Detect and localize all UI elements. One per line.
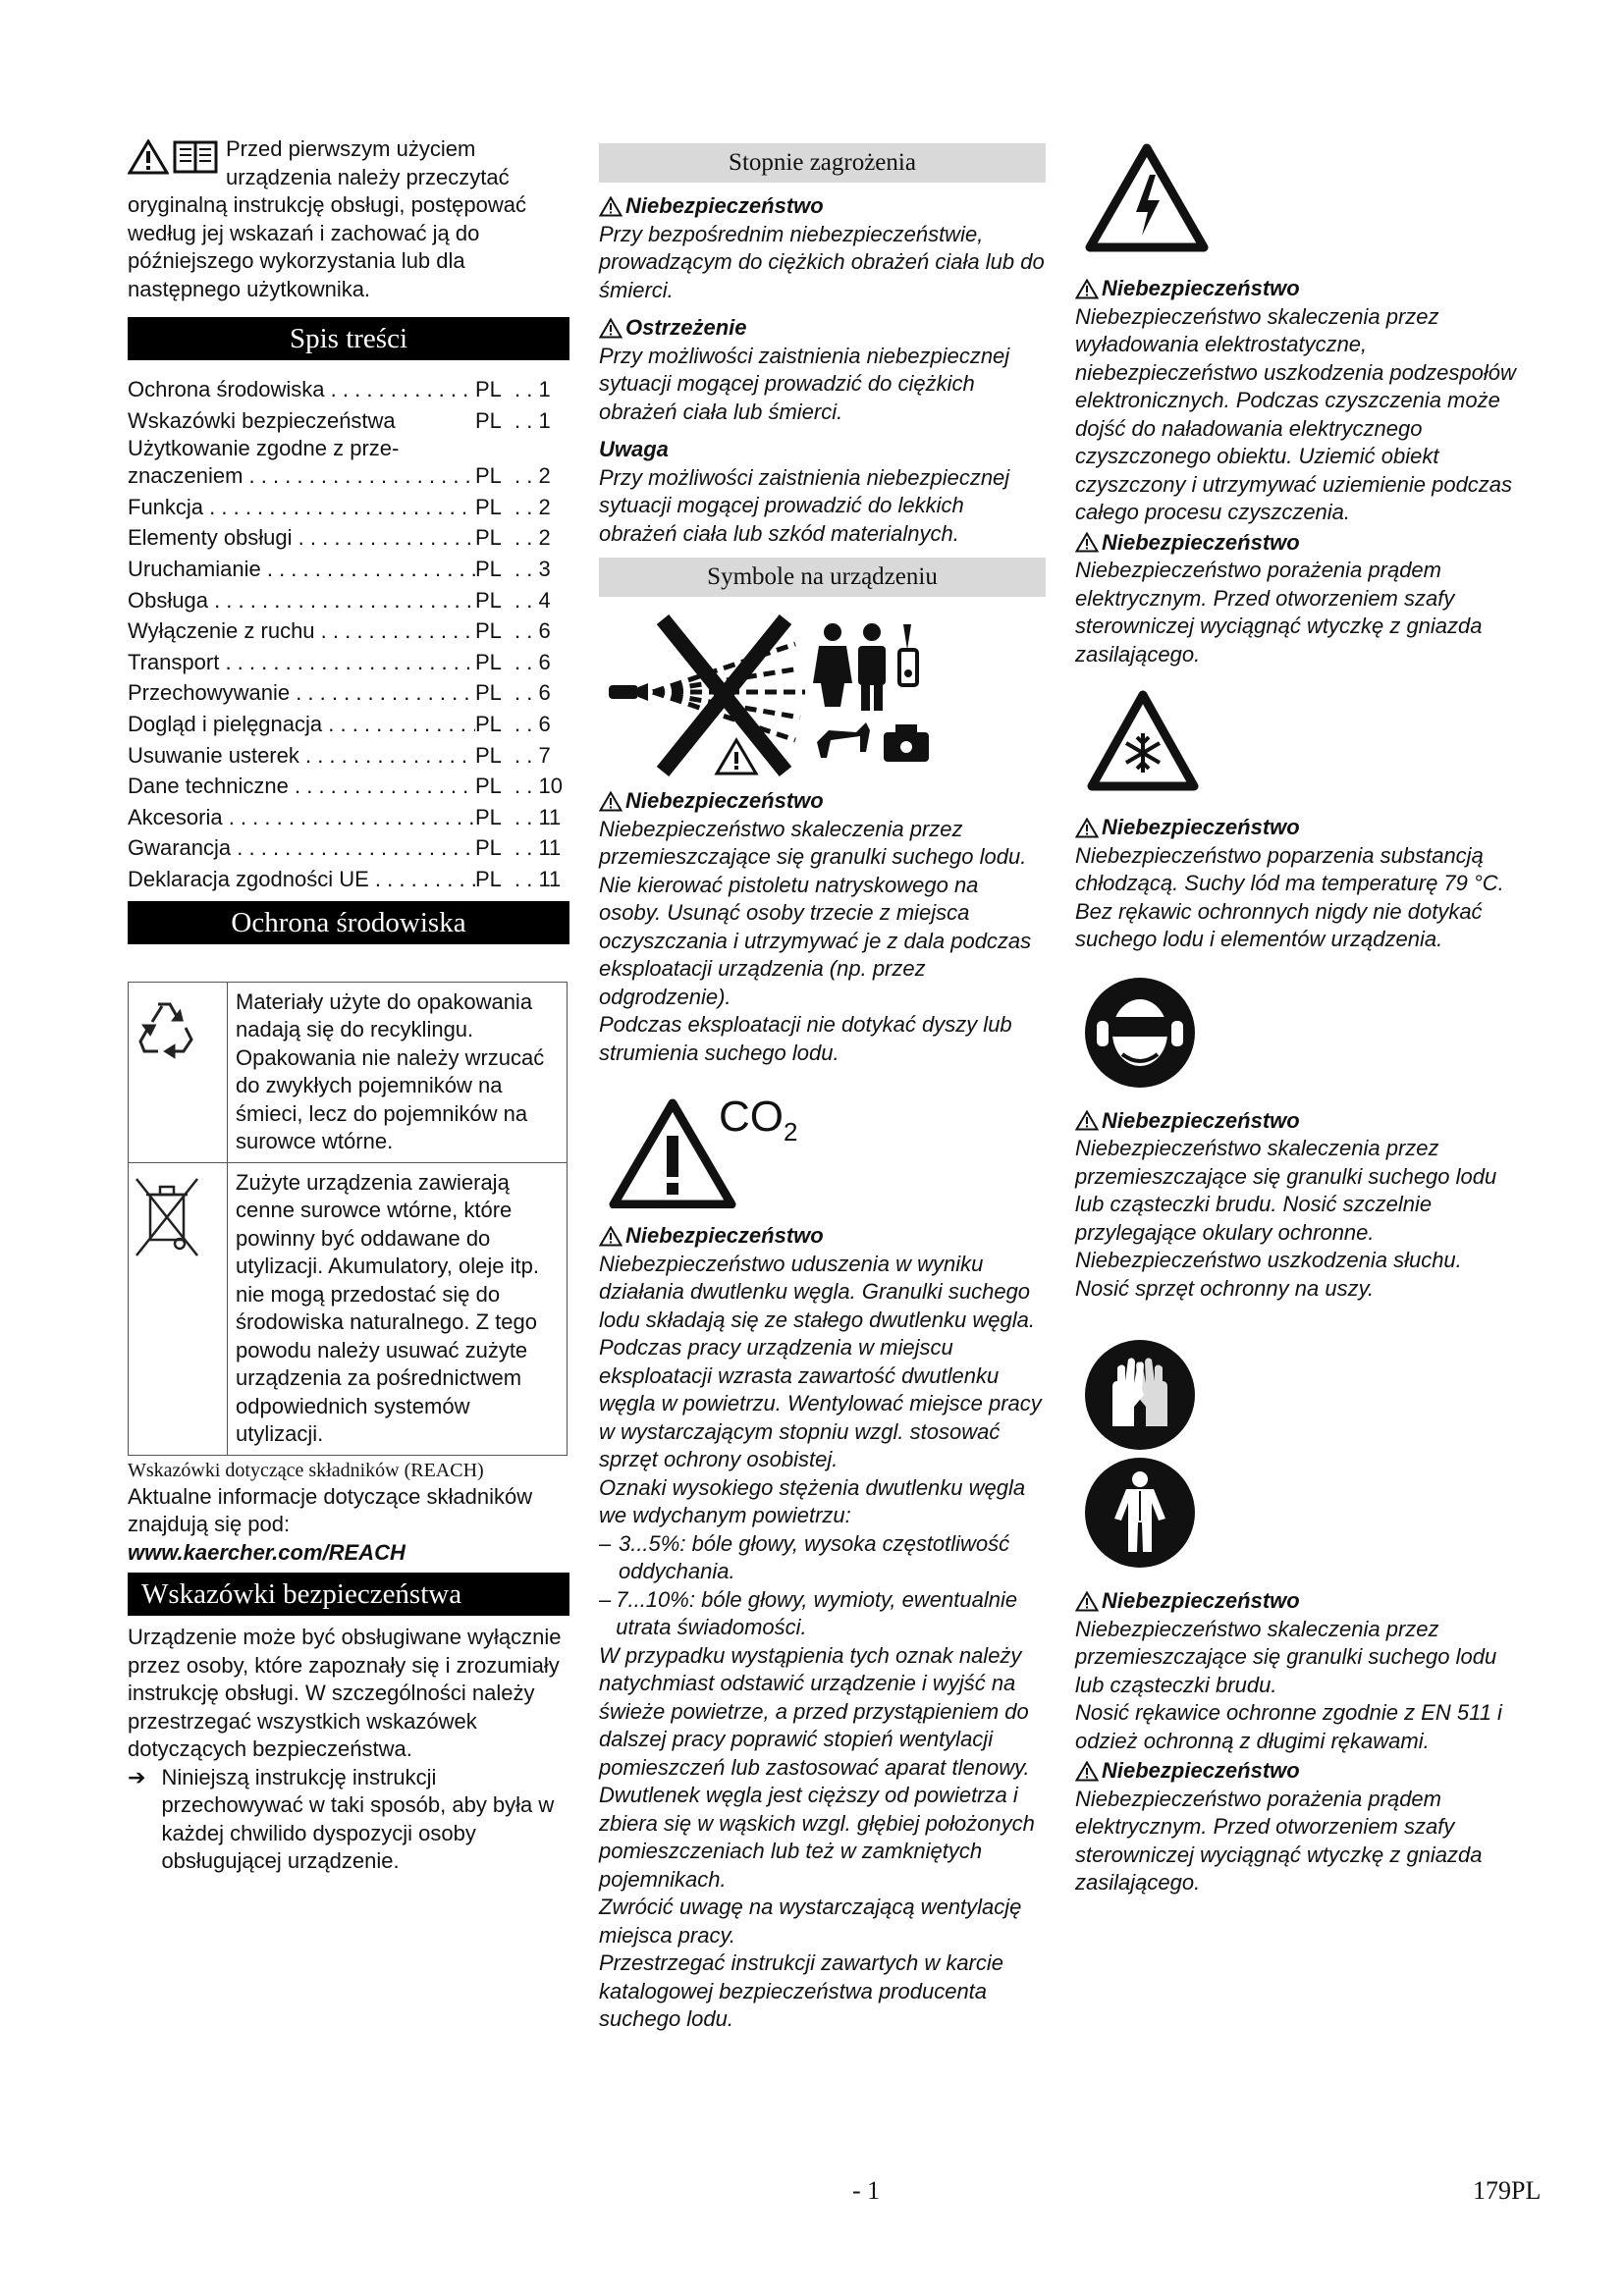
d5-text: Niebezpieczeństwo poparzenia substancją chłodzącą. Suchy lód ma temperaturę 79 °C. Bez rękawic ochronnych nigdy nie dotykać suchego lodu i elementów urządzenia. (1075, 842, 1504, 951)
safety-bullet: ➔ Niniejszą instrukcję instrukcji przechowywać w taki sposób, aby była w każdej chwilido dyspozycji osoby obsługującej urządzenie. (128, 1764, 569, 1876)
warning-triangle-icon (1075, 1761, 1099, 1782)
manual-book-icon (173, 139, 218, 175)
warning-triangle-icon (599, 196, 623, 217)
high-voltage-warning-icon (1085, 143, 1209, 253)
d7-heading: Niebezpieczeństwo (1075, 1587, 1517, 1616)
d4-text: Niebezpieczeństwo porażenia prądem elektrycznym. Przed otworzeniem szafy sterowniczej wyciągnąć wtyczkę z gniazda zasilającego. (1075, 558, 1483, 667)
co2-warning-pictogram (609, 1093, 825, 1210)
toc-row[interactable]: Dane techniczne . . . PL . . 10 (128, 771, 569, 802)
page-number: - 1 (852, 2176, 881, 2205)
warning-heading: Ostrzeżenie (599, 314, 1046, 343)
toc-row[interactable]: Dogląd i pielęgnacja . . . PL . . 6 (128, 709, 569, 740)
warning-triangle-icon (609, 1098, 736, 1208)
env-row-recycling (129, 982, 568, 1162)
symbols-title: Symbole na urządzeniu (599, 558, 1046, 597)
toc-row[interactable]: Uruchamianie . . . PL . . 3 (128, 554, 569, 585)
co2-label: $CO_2$ (719, 1093, 798, 1147)
protective-clothing-icon (1083, 1456, 1197, 1570)
toc-row[interactable]: Akcesoria . . . PL . . 11 (128, 802, 569, 833)
d3-heading: Niebezpieczeństwo (1075, 275, 1517, 303)
toc-row[interactable]: Obsługa . . . PL . . 4 (128, 585, 569, 616)
d6-text: Niebezpieczeństwo skaleczenia przez przemieszczające się granulki suchego lodu lub cząsteczki brudu. Nosić szczelnie przylegające okulary ochronne. (1075, 1136, 1497, 1245)
warning-triangle-icon (599, 1226, 623, 1247)
warning-triangle-icon (1075, 1110, 1099, 1131)
toc-list (128, 374, 569, 895)
arrow-right-icon: ➔ (128, 1764, 146, 1789)
warning-triangle-icon (1075, 532, 1099, 553)
goggles-ear-protection-icon (1083, 976, 1197, 1090)
toc-row[interactable]: Transport . . . PL . . 6 (128, 647, 569, 678)
env-table (128, 982, 568, 1456)
danger-heading: Niebezpieczeństwo (599, 192, 1046, 221)
toc-row[interactable]: Wyłączenie z ruchu . . . PL . . 6 (128, 615, 569, 647)
warning-triangle-icon (599, 791, 623, 812)
toc-row[interactable]: Ochrona środowiska . . . PL . . 1 (128, 374, 569, 405)
reach-heading: Wskazówki dotyczące składników (REACH) (128, 1459, 484, 1481)
levels-title: Stopnie zagrożenia (599, 143, 1046, 183)
intro-text: Przed pierwszym użyciem urządzenia należy przeczytać oryginalną instrukcję obsługi, postępować według jej wskazań i zachować ją do późniejszego wykorzystania lub dla następnego użytkownika. (128, 136, 527, 301)
safety-title: Wskazówki bezpieczeństwa (128, 1573, 569, 1616)
d2-heading: Niebezpieczeństwo (599, 1222, 1046, 1251)
env-weee-text: Zużyte urządzenia zawierają cenne surowce wtórne, które powinny być oddawane do utylizacji. Akumulatory, oleje itp. nie mogą przedostać się do środowiska naturalnego. Z tego powodu należy usuwać zużyte urządzenia za pośrednictwem odpowiednich systemów utylizacji. (228, 1162, 568, 1455)
d6-text2: Niebezpieczeństwo uszkodzenia słuchu. Nosić sprzęt ochronny na uszy. (1075, 1248, 1462, 1301)
d1-heading: Niebezpieczeństwo (599, 787, 1046, 816)
warning-triangle-icon (1075, 818, 1099, 838)
recycling-icon (133, 992, 203, 1063)
d1-text2: Podczas eksploatacji nie dotykać dyszy lub strumienia suchego lodu. (599, 1012, 1012, 1065)
reach-link[interactable]: www.kaercher.com/REACH (128, 1539, 406, 1565)
intro-icons (128, 139, 218, 175)
d2-text4: Dwutlenek węgla jest cięższy od powietrza i zbiera się w wąskich wzgl. głębiej położonych pomieszczeniach lub też w zamkniętych pojemnikach. (599, 1783, 1035, 1892)
toc-row-line1: Użytkowanie zgodne z prze- (128, 436, 400, 461)
d2-text6: Przestrzegać instrukcji zawartych w karcie katalogowej bezpieczeństwa producenta suchego lodu. (599, 1950, 1004, 2031)
d4-heading: Niebezpieczeństwo (1075, 529, 1517, 558)
page-code: 179PL (1473, 2176, 1542, 2205)
warning-triangle-icon (128, 139, 169, 175)
d1-text: Niebezpieczeństwo skaleczenia przez przemieszczające się granulki suchego lodu. Nie kierować pistoletu natryskowego na osoby. Usunąć osoby trzecie z miejsca oczyszczania i utrzymywać je z dala podczas eksploatacji urządzenia (np. przez odgrodzenie). (599, 816, 1032, 1009)
d7-text: Niebezpieczeństwo skaleczenia przez przemieszczające się granulki suchego lodu lub cząsteczki brudu. (1075, 1616, 1497, 1697)
toc-row[interactable]: Usuwanie usterek . . . PL . . 7 (128, 740, 569, 772)
crossed-bin-icon (133, 1173, 201, 1261)
d2-text3: W przypadku wystąpienia tych oznak należy natychmiast odstawić urządzenie i wyjść na świeże powietrze, a przed przystąpieniem do dalszej pracy poprawić stopień wentylacji pomieszczeń lub zastosować aparat tlenowy. (599, 1642, 1030, 1780)
toc-row[interactable]: Przechowywanie . . . PL . . 6 (128, 677, 569, 709)
toc-title: Spis treści (128, 317, 569, 360)
toc-row[interactable]: znaczeniem . . . PL . . 2 (128, 460, 569, 492)
d5-heading: Niebezpieczeństwo (1075, 814, 1517, 842)
caution-heading: Uwaga (599, 437, 669, 461)
cold-hazard-warning-icon (1087, 690, 1199, 792)
env-title: Ochrona środowiska (128, 901, 569, 944)
danger-text: Przy bezpośrednim niebezpieczeństwie, prowadzącym do ciężkich obrażeń ciała lub do śmierci. (599, 221, 1045, 302)
d2-item: – 3...5%: bóle głowy, wysoka częstotliwość oddychania. (599, 1530, 1010, 1583)
warning-triangle-icon (1075, 279, 1099, 299)
d7-text2: Nosić rękawice ochronne zgodnie z EN 511 i odzież ochronną z długimi rękawami. (1075, 1700, 1502, 1753)
d2-text5: Zwrócić uwagę na wystarczającą wentylację miejsca pracy. (599, 1895, 1022, 1948)
caution-text: Przy możliwości zaistnienia niebezpiecznej sytuacji mogącej prowadzić do lekkich obrażeń ciała lub szkód materialnych. (599, 464, 1010, 546)
warning-text: Przy możliwości zaistnienia niebezpiecznej sytuacji mogącej prowadzić do ciężkich obrażeń ciała lub śmierci. (599, 343, 1010, 424)
warning-triangle-icon (1075, 1591, 1099, 1612)
warning-triangle-icon (599, 318, 623, 339)
toc-row[interactable]: Elementy obsługi . . . PL . . 2 (128, 522, 569, 554)
d2-text: Niebezpieczeństwo uduszenia w wyniku działania dwutlenku węgla. Granulki suchego lodu składają się ze stałego dwutlenku węgla. Podczas pracy urządzenia w miejscu eksploatacji wzrasta zawartość dwutlenku węgla w powietrzu. Wentylować miejsce pracy w wystarczającym stopniu wzgl. stosować sprzęt ochrony osobistej. (599, 1251, 1042, 1471)
column-left (128, 135, 569, 1876)
no-spray-at-people-pictogram (609, 614, 962, 781)
d8-heading: Niebezpieczeństwo (1075, 1757, 1517, 1786)
d8-text: Niebezpieczeństwo porażenia prądem elektrycznym. Przed otworzeniem szafy sterowniczej wyciągnąć wtyczkę z gniazda zasilającego. (1075, 1786, 1483, 1895)
env-recycling-text: Materiały użyte do opakowania nadają się do recyklingu. Opakowania nie należy wrzucać do zwykłych pojemników na śmieci, lecz do pojemników na surowce wtórne. (228, 982, 568, 1162)
d6-heading: Niebezpieczeństwo (1075, 1107, 1517, 1136)
intro-block (128, 135, 569, 303)
toc-row[interactable]: Deklaracja zgodności UE . . . PL . . 11 (128, 864, 569, 895)
toc-row[interactable]: Wskazówki bezpieczeństwa PL . . 1 (128, 405, 569, 437)
column-middle (599, 143, 1046, 2034)
protective-gloves-icon (1083, 1338, 1197, 1452)
column-right (1075, 143, 1517, 1897)
safety-text: Urządzenie może być obsługiwane wyłącznie przez osoby, które zapoznały się i zrozumiały instrukcję obsługi. W szczególności należy przestrzegać wszystkich wskazówek dotyczących bezpieczeństwa. (128, 1625, 562, 1761)
d3-text: Niebezpieczeństwo skaleczenia przez wyładowania elektrostatyczne, niebezpieczeństwo uszkodzenia podzespołów elektronicznych. Podczas czyszczenia może dojść do naładowania elektrycznego czyszczonego obiektu. Uziemić obiekt czyszczony i utrzymywać uziemienie podczas całego procesu czyszczenia. (1075, 303, 1516, 524)
toc-row[interactable]: Gwarancja . . . PL . . 11 (128, 832, 569, 864)
env-row-weee (129, 1162, 568, 1455)
d2-item: – 7...10%: bóle głowy, wymioty, ewentualnie utrata świadomości. (599, 1586, 1018, 1639)
reach-text: Aktualne informacje dotyczące składników znajdują się pod: (128, 1483, 533, 1536)
d2-text2: Oznaki wysokiego stężenia dwutlenku węgla we wdychanym powietrzu: (599, 1474, 1026, 1527)
toc-row[interactable]: Funkcja . . . PL . . 2 (128, 492, 569, 523)
